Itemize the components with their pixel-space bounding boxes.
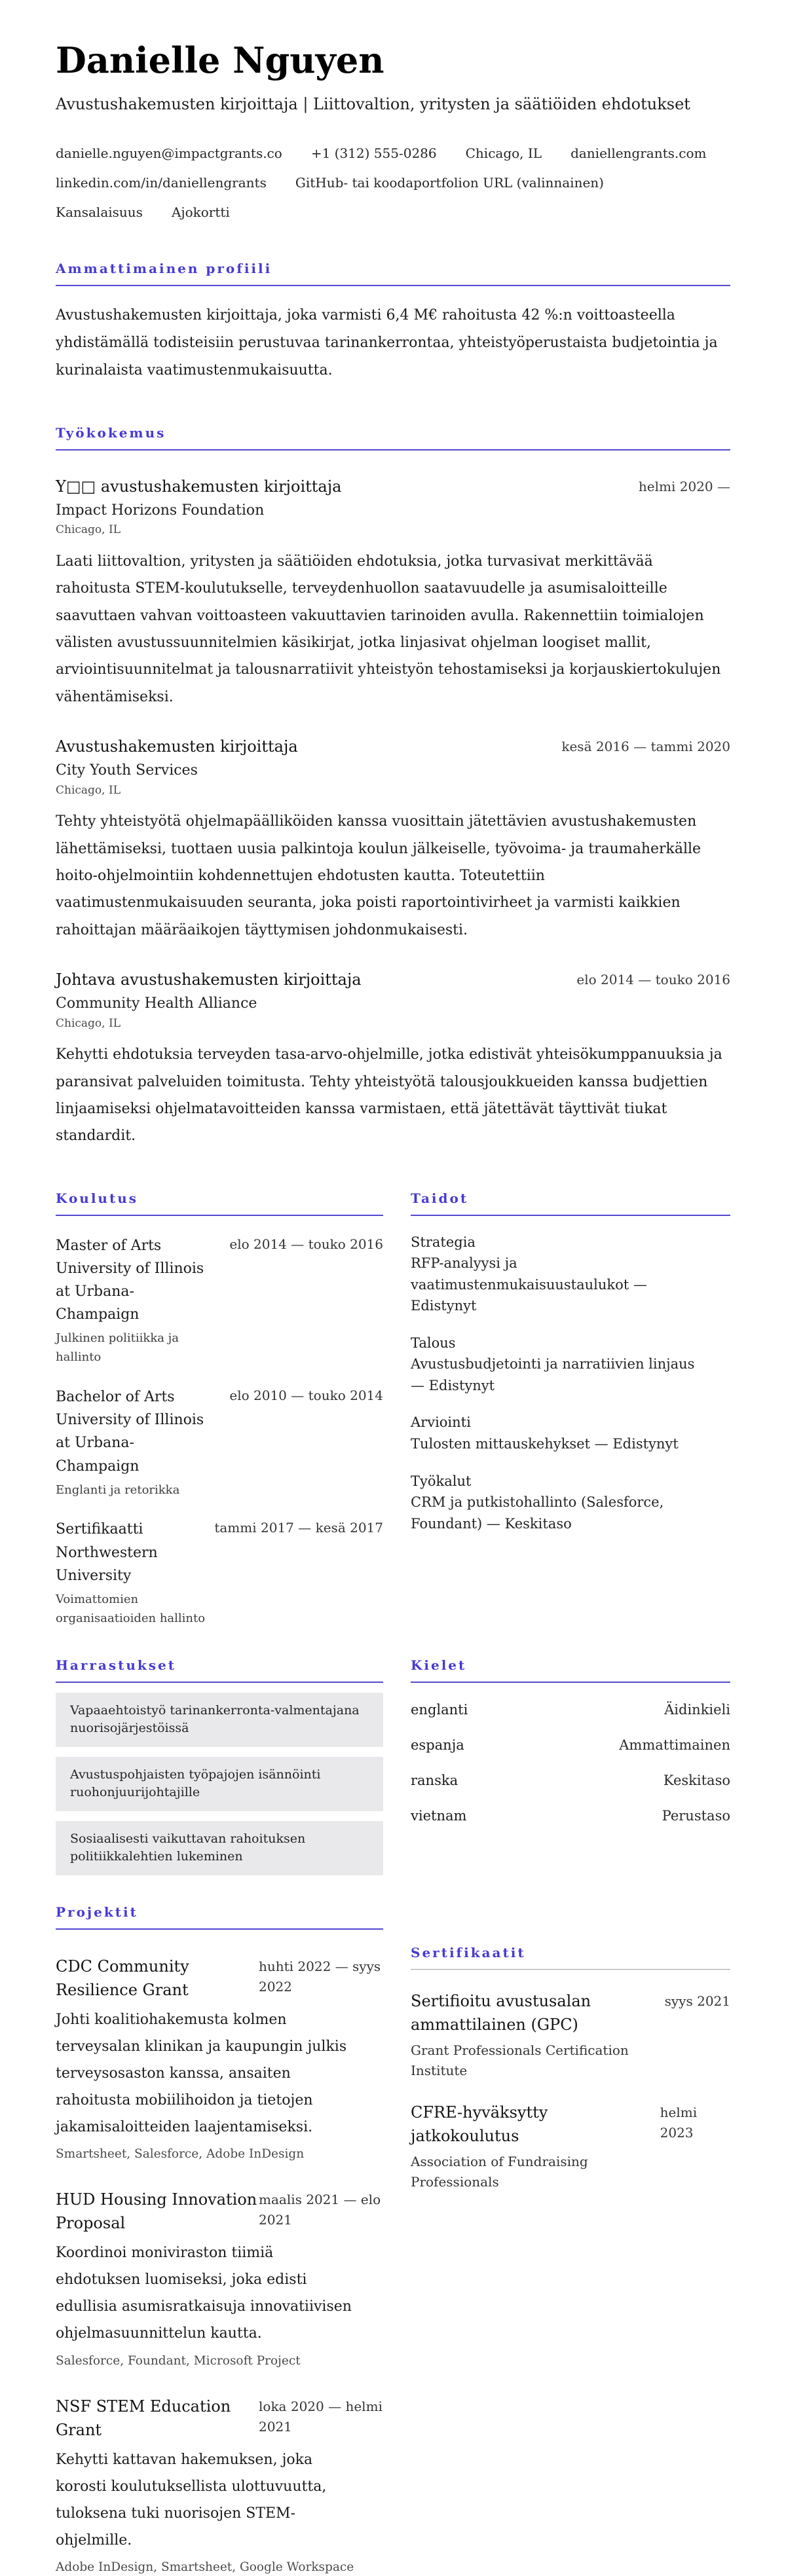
section-heading-projects: Projektit bbox=[56, 1904, 138, 1920]
section-languages bbox=[411, 1659, 730, 1825]
project-date: loka 2020 — helmi 2021 bbox=[259, 2398, 383, 2435]
project-date: huhti 2022 — syys 2022 bbox=[259, 1958, 381, 1995]
language-row bbox=[411, 1737, 730, 1754]
education-degree-school bbox=[56, 1518, 210, 1587]
skill-detail: Tulosten mittauskehykset — Edistynyt bbox=[411, 1435, 679, 1452]
job-date: kesä 2016 — tammi 2020 bbox=[561, 739, 730, 755]
section-rule-gray bbox=[411, 1969, 730, 1970]
certification-header bbox=[411, 2101, 730, 2148]
section-education bbox=[56, 1192, 383, 1628]
email-link[interactable]: danielle.nguyen@impactgrants.co bbox=[56, 145, 282, 162]
language-row bbox=[411, 1773, 730, 1789]
section-heading-languages: Kielet bbox=[411, 1657, 467, 1673]
language-level: Perustaso bbox=[662, 1808, 730, 1824]
website-link[interactable]: daniellengrants.com bbox=[571, 145, 707, 162]
project-header bbox=[56, 2188, 383, 2235]
project-entry bbox=[56, 1955, 383, 2163]
section-profile bbox=[56, 262, 730, 384]
skill-category: Arviointi bbox=[411, 1414, 471, 1431]
skill-group bbox=[411, 1471, 730, 1535]
job-date: elo 2014 — touko 2016 bbox=[576, 971, 730, 987]
skill-category: Työkalut bbox=[411, 1473, 472, 1489]
contact-row bbox=[56, 204, 730, 220]
language-name: ranska bbox=[411, 1773, 458, 1789]
skill-detail: RFP-analyysi ja vaatimustenmukaisuustaulukot — Edistynyt bbox=[411, 1255, 647, 1314]
job-location: Chicago, IL bbox=[56, 783, 121, 797]
section-rule bbox=[56, 1682, 383, 1683]
linkedin-link[interactable]: linkedin.com/in/daniellengrants bbox=[56, 175, 267, 191]
section-rule bbox=[56, 1928, 383, 1930]
education-header bbox=[56, 1234, 383, 1327]
degree-name: Bachelor of Arts bbox=[56, 1388, 175, 1405]
education-header bbox=[56, 1518, 383, 1587]
job-description: Kehytti ehdotuksia terveyden tasa-arvo-ohjelmille, jotka edistivät yhteisökumppanuuksia ja paransivat palveluiden toimitusta. Tehty yhteistyötä talousjoukkueiden kanssa budjettien linjaamiseksi ohjelmatavoitteiden kanssa varmistaen, että jätettävät täyttivät tiukat standardit. bbox=[56, 1046, 722, 1145]
education-entry bbox=[56, 1234, 383, 1367]
section-rule bbox=[56, 1215, 383, 1216]
section-hobbies bbox=[56, 1659, 383, 1875]
degree-name: Sertifikaatti bbox=[56, 1521, 143, 1538]
project-description: Johti koalitiohakemusta kolmen terveysalan klinikan ja kaupungin julkis terveysosaston kanssa, ansaiten rahoitusta mobiilihoidon ja tietojen jakamisaloitteiden laajentamiseksi. bbox=[56, 2011, 347, 2135]
certification-org: Association of Fundraising Professionals bbox=[411, 2153, 588, 2190]
hobby-item: Sosiaalisesti vaikuttavan rahoituksen politiikkalehtien lukeminen bbox=[56, 1821, 383, 1875]
person-name: Danielle Nguyen bbox=[56, 39, 384, 81]
job-header bbox=[56, 737, 730, 757]
job-company: City Youth Services bbox=[56, 762, 198, 779]
skill-detail: CRM ja putkistohallinto (Salesforce, Foundant) — Keskitaso bbox=[411, 1494, 664, 1532]
project-title: HUD Housing Innovation Proposal bbox=[56, 2190, 257, 2233]
education-degree-school bbox=[56, 1386, 210, 1478]
certification-entry bbox=[411, 2101, 730, 2192]
certification-entry bbox=[411, 1989, 730, 2081]
job-company: Impact Horizons Foundation bbox=[56, 502, 265, 519]
language-name: englanti bbox=[411, 1701, 468, 1718]
field-of-study: Englanti ja retorikka bbox=[56, 1482, 180, 1497]
language-row bbox=[411, 1702, 730, 1718]
job-description: Tehty yhteistyötä ohjelmapäälliköiden kanssa vuosittain jätettävien avustushakemusten lähettämiseksi, tuottaen uusia palkintoja koulun jälkeiselle, työvoima- ja traumaherkälle hoito-ohjelmointiin kohdennettujen ehdotusten kautta. Toteutettiin vaatimustenmukaisuuden seuranta, joka poisti raportointivirheet ja varmisti kaikkien rahoittajan määräaikojen täyttymisen johdonmukaisesti. bbox=[56, 813, 702, 938]
education-header bbox=[56, 1386, 383, 1478]
project-header bbox=[56, 1955, 383, 2002]
skill-group bbox=[411, 1232, 730, 1317]
resume-header bbox=[56, 41, 730, 220]
project-entry bbox=[56, 2188, 383, 2370]
field-of-study: Julkinen politiikka ja hallinto bbox=[56, 1331, 179, 1365]
project-entry bbox=[56, 2395, 383, 2576]
citizenship-text: Kansalaisuus bbox=[56, 204, 143, 221]
job-company: Community Health Alliance bbox=[56, 995, 257, 1012]
project-header bbox=[56, 2395, 383, 2442]
certification-date: syys 2021 bbox=[664, 1993, 730, 2009]
section-projects bbox=[56, 1905, 383, 2576]
project-title: NSF STEM Education Grant bbox=[56, 2397, 231, 2439]
project-description: Kehytti kattavan hakemuksen, joka korosti koulutuksellista ulottuvuutta, tuloksena tuki nuorisojen STEM-ohjelmille. bbox=[56, 2451, 327, 2548]
license-text: Ajokortti bbox=[171, 204, 230, 221]
job-location: Chicago, IL bbox=[56, 1016, 121, 1030]
contact-info bbox=[56, 145, 730, 220]
profile-text: Avustushakemusten kirjoittaja, joka varmisti 6,4 M€ rahoitusta 42 %:n voittoasteella yhdistämällä todisteisiin perustuvaa tarinankerrontaa, yhteistyöperustaista budjetointia ja kurinalaista vaatimustenmukaisuutta. bbox=[56, 307, 718, 378]
language-level: Äidinkieli bbox=[664, 1701, 730, 1718]
section-experience bbox=[56, 426, 730, 1150]
school-name: University of Illinois at Urbana-Champaign bbox=[56, 1260, 204, 1323]
project-title: CDC Community Resilience Grant bbox=[56, 1957, 189, 1999]
two-column-area bbox=[56, 1192, 730, 2576]
hobby-item: Vapaaehtoistyö tarinankerronta-valmentajana nuorisojärjestöissä bbox=[56, 1693, 383, 1747]
job-date: helmi 2020 — bbox=[638, 478, 730, 494]
education-date: elo 2014 — touko 2016 bbox=[229, 1236, 383, 1252]
project-description: Koordinoi moniviraston tiimiä ehdotuksen luomiseksi, joka edisti edullisia asumisratkaisuja innovatiivisen ohjelmasuunnittelun kautta. bbox=[56, 2245, 352, 2342]
job-location: Chicago, IL bbox=[56, 523, 121, 537]
section-heading-certifications: Sertifikaatit bbox=[411, 1944, 526, 1960]
section-rule bbox=[411, 1215, 730, 1216]
language-row bbox=[411, 1808, 730, 1824]
person-title: Avustushakemusten kirjoittaja | Liittovaltion, yritysten ja säätiöiden ehdotukset bbox=[56, 95, 690, 114]
project-tools: Adobe InDesign, Smartsheet, Google Workspace bbox=[56, 2560, 354, 2575]
section-heading-education: Koulutus bbox=[56, 1190, 139, 1206]
education-date: elo 2010 — touko 2014 bbox=[229, 1387, 383, 1403]
certification-header bbox=[411, 1989, 730, 2036]
skill-category: Strategia bbox=[411, 1234, 476, 1250]
section-heading-experience: Työkokemus bbox=[56, 424, 166, 441]
contact-row bbox=[56, 175, 730, 191]
job-entry bbox=[56, 477, 730, 710]
certification-date: helmi 2023 bbox=[660, 2104, 698, 2141]
education-degree-school bbox=[56, 1234, 210, 1327]
github-placeholder: GitHub- tai koodaportfolion URL (valinnainen) bbox=[295, 175, 604, 191]
job-entry bbox=[56, 970, 730, 1150]
language-level: Keskitaso bbox=[663, 1773, 730, 1789]
education-date: tammi 2017 — kesä 2017 bbox=[214, 1520, 383, 1536]
job-title: Y□□ avustushakemusten kirjoittaja bbox=[56, 477, 342, 496]
field-of-study: Voimattomien organisaatioiden hallinto bbox=[56, 1592, 206, 1625]
skill-category: Talous bbox=[411, 1334, 456, 1351]
contact-row bbox=[56, 145, 730, 161]
education-entry bbox=[56, 1518, 383, 1628]
skill-group bbox=[411, 1333, 730, 1397]
job-header bbox=[56, 477, 730, 497]
certification-title: Sertifioitu avustusalan ammattilainen (GPC) bbox=[411, 1991, 591, 2034]
degree-name: Master of Arts bbox=[56, 1237, 162, 1254]
job-title: Johtava avustushakemusten kirjoittaja bbox=[56, 970, 362, 989]
section-heading-profile: Ammattimainen profiili bbox=[56, 261, 272, 277]
skill-detail: Avustusbudjetointi ja narratiivien linjaus — Edistynyt bbox=[411, 1356, 695, 1393]
hobby-item: Avustuspohjaisten työpajojen isännöinti ruohonjuurijohtajille bbox=[56, 1757, 383, 1811]
section-heading-skills: Taidot bbox=[411, 1190, 469, 1206]
section-heading-hobbies: Harrastukset bbox=[56, 1657, 177, 1673]
language-name: espanja bbox=[411, 1737, 464, 1753]
section-rule bbox=[411, 1682, 730, 1683]
school-name: University of Illinois at Urbana-Champaign bbox=[56, 1412, 204, 1475]
job-title: Avustushakemusten kirjoittaja bbox=[56, 737, 298, 756]
project-tools: Smartsheet, Salesforce, Adobe InDesign bbox=[56, 2147, 305, 2162]
project-date: maalis 2021 — elo 2021 bbox=[259, 2192, 381, 2228]
location-text: Chicago, IL bbox=[465, 145, 542, 162]
school-name: Northwestern University bbox=[56, 1544, 158, 1584]
project-tools: Salesforce, Foundant, Microsoft Project bbox=[56, 2353, 301, 2368]
section-rule bbox=[56, 449, 730, 451]
language-name: vietnam bbox=[411, 1808, 467, 1824]
education-entry bbox=[56, 1386, 383, 1500]
job-description: Laati liittovaltion, yritysten ja säätiöiden ehdotuksia, jotka turvasivat merkittävää rahoitusta STEM-koulutukselle, terveydenhuollon saatavuudelle ja asumisaloitteille saavuttaen vahvan voittoasteen vakuuttavien tarinoiden avulla. Rakennettiin toimialojen välisten avustussuunnitelmien käsikirjat, jotka linjasivat ohjelman loogiset mallit, arviointisuunnitelmat ja talousnarratiivit yhteistyön tehostamiseksi ja korjauskiertokulujen vähentämiseksi. bbox=[56, 553, 721, 705]
job-header bbox=[56, 970, 730, 990]
phone-link[interactable]: +1 (312) 555-0286 bbox=[310, 145, 437, 162]
job-entry bbox=[56, 737, 730, 944]
certification-org: Grant Professionals Certification Institute bbox=[411, 2042, 629, 2078]
certification-title: CFRE-hyväksytty jatkokoulutus bbox=[411, 2103, 548, 2145]
skill-group bbox=[411, 1412, 730, 1454]
section-certifications bbox=[411, 1905, 730, 2192]
language-level: Ammattimainen bbox=[619, 1737, 730, 1753]
section-rule bbox=[56, 285, 730, 286]
section-skills bbox=[411, 1192, 730, 1535]
